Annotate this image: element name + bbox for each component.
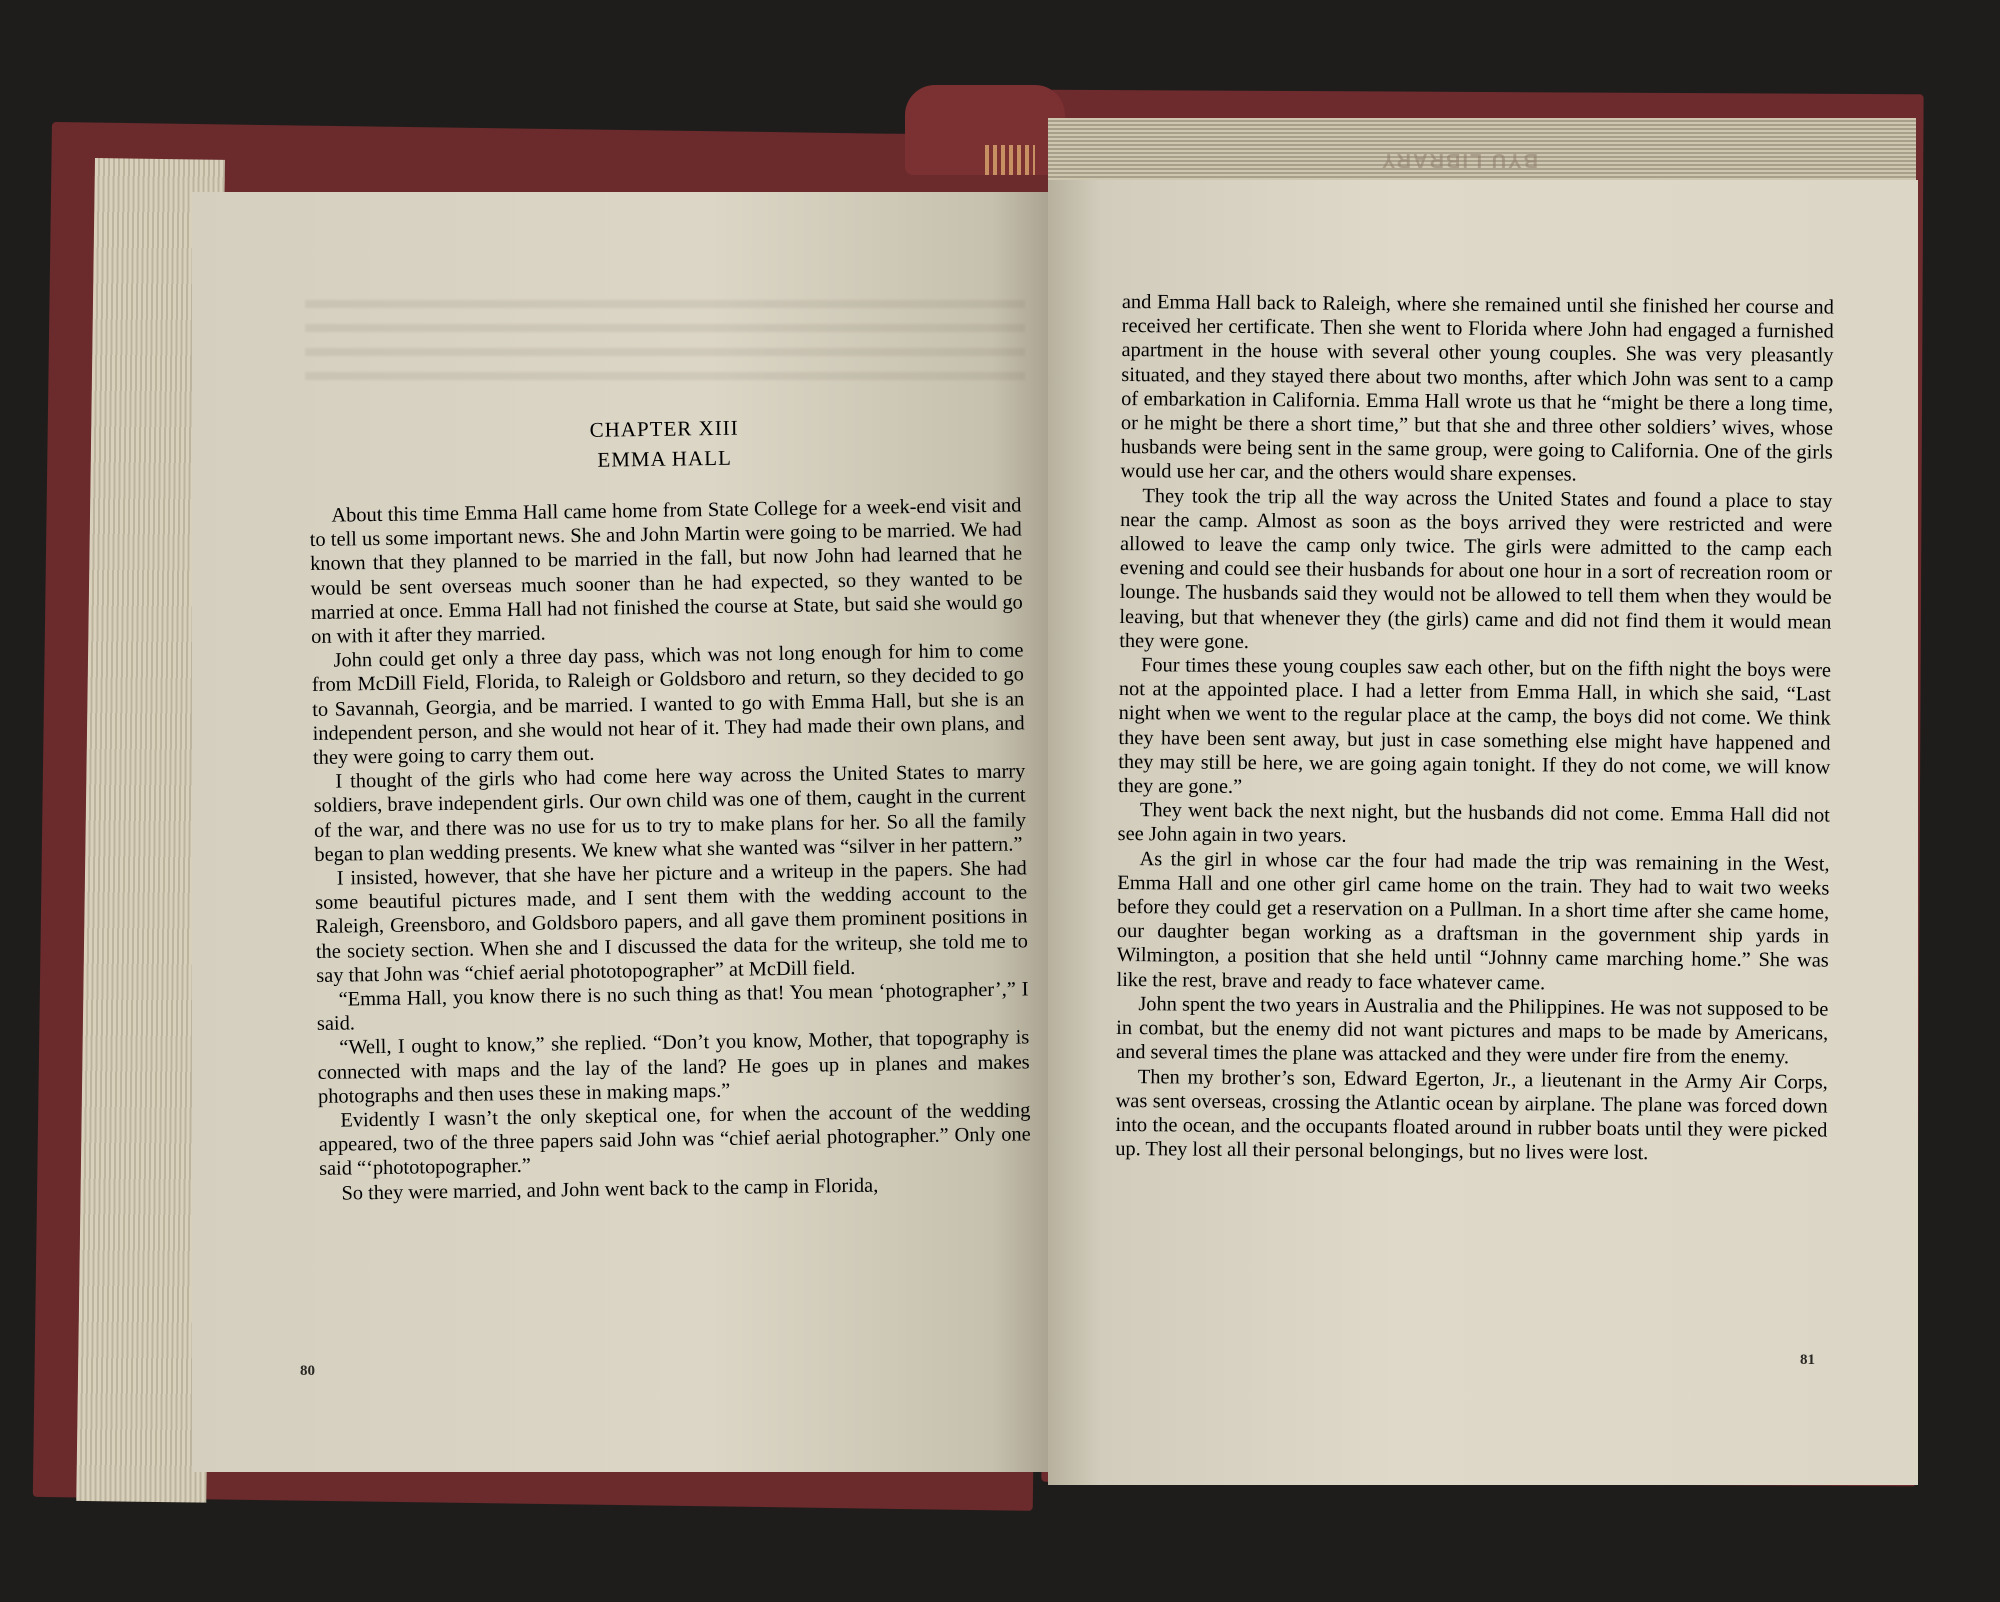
paragraph: and Emma Hall back to Raleigh, where she remained until she finished her course and received her certificate. Then she went to Florida where John had engaged a furnished apartment in the house with several other young couples. She was very pleasantly situated, and they stayed there about two months, after which John was sent to a camp of embarkation in California. Emma Hall wrote us that he “might be there a long time, or he might be there a short time,” but that she and three other soldiers’ wives, whose husbands were being sent in the same group, were going to California. One of the girls would use her car, and the others would share expenses. bbox=[1120, 290, 1834, 486]
ribbon-stripe bbox=[985, 145, 1035, 175]
paragraph: As the girl in whose car the four had made the trip was remaining in the West, Emma Hall and one other girl came home on the train. They had to wait two weeks before they could get a reservation on a Pullman. In a short time after she came home, our daughter began working as a draftsman in the government ship yards in Wilmington, a position that she held until “Johnny came marching home.” She was like the rest, brave and ready to face whatever came. bbox=[1116, 847, 1830, 995]
paragraph: They took the trip all the way across the United States and found a place to stay near the camp. Almost as soon as the boys arrived they were restricted and were allowed to leave the camp only twice. The girls were admitted to the camp each evening and could see their husbands for about one hour in a sort of recreation room or lounge. The husbands said they would not be allowed to tell them when they would be leaving, but that whenever they (the girls) came and did not find them it would mean they were gone. bbox=[1119, 484, 1833, 653]
paragraph: “Well, I ought to know,” she replied. “Don’t you know, Mother, that topography is connected with maps and the lay of the land? He goes up in planes and makes photographs and then uses these in making maps.” bbox=[317, 1026, 1030, 1108]
bookmark-ribbon bbox=[905, 85, 1065, 175]
paragraph: John could get only a three day pass, which was not long enough for him to come from McDill Field, Florida, to Raleigh or Goldsboro and return, so they decided to go to Savannah, Georgia, and be married. I wanted to go with Emma Hall, but she is an independent person, and she would not hear of it. They had made their own plans, and they were going to carry them out. bbox=[311, 639, 1025, 769]
right-page-text bbox=[1115, 290, 1834, 1167]
paragraph: They went back the next night, but the husbands did not come. Emma Hall did not see John again in two years. bbox=[1117, 799, 1830, 848]
paragraph: About this time Emma Hall came home from State College for a week-end visit and to tell us some important news. She and John Martin were going to be married. We had known that they planned to be married in the fall, but now John had learned that he would be sent overseas much sooner than he had expected, so they wanted to be married at once. Emma Hall had not finished the course at State, but said she would go on with it after they married. bbox=[309, 494, 1023, 648]
paragraph: John spent the two years in Australia and the Philippines. He was not supposed to be in combat, but the enemy did not want pictures and maps to be made by Americans, and several times the plane was attacked and they were under fire from the enemy. bbox=[1115, 993, 1829, 1069]
library-stamp: BYU LIBRARY bbox=[1380, 149, 1538, 171]
paragraph: So they were married, and John went back to the camp in Florida, bbox=[341, 1174, 879, 1205]
page-number: 80 bbox=[300, 1363, 315, 1379]
paragraph: Evidently I wasn’t the only skeptical one, for when the account of the wedding appeared, two of the three papers said John was “chief aerial photographer.” Only one said “‘phototopographer.” bbox=[318, 1099, 1031, 1181]
chapter-number: CHAPTER XIII bbox=[589, 415, 739, 442]
chapter-heading bbox=[308, 409, 1021, 478]
paragraph: Four times these young couples saw each other, but on the fifth night the boys were not at the appointed place. I had a letter from Emma Hall, in which she said, “Last night when we went to the regular place at the camp, the boys did not come. We think they have been sent away, but just in case something else might have happened and they may still be here, we are going again tonight. If they do not come, we will know they are gone.” bbox=[1118, 654, 1832, 799]
show-through-text bbox=[305, 300, 1025, 390]
page-number: 81 bbox=[1800, 1352, 1815, 1368]
paragraph: I insisted, however, that she have her picture and a writeup in the papers. She had some beautiful pictures made, and I sent them with the wedding account to the Raleigh, Greensboro, and Goldsboro papers, and all gave them prominent positions in the society section. When she and I discussed the data for the writeup, she told me to say that John was “chief aerial phototopographer” at McDill field. bbox=[315, 857, 1028, 987]
paragraph: “Emma Hall, you know there is no such thing as that! You mean ‘photographer’,” I said. bbox=[316, 978, 1029, 1036]
chapter-title: EMMA HALL bbox=[597, 445, 732, 472]
paragraph: Then my brother’s son, Edward Egerton, Jr., a lieutenant in the Army Air Corps, was sent overseas, crossing the Atlantic ocean by airplane. The plane was forced down into the ocean, and the occupants floated around in rubber boats until they were picked up. They lost all their personal belongings, but no lives were lost. bbox=[1115, 1065, 1828, 1165]
left-page-text bbox=[308, 409, 1032, 1205]
paragraph: I thought of the girls who had come here way across the United States to marry soldiers, brave independent girls. Our own child was one of them, caught in the current of the war, and there was no use for us to try to make plans for her. So all the family began to plan wedding presents. We knew what she wanted was “silver in her pattern.” bbox=[313, 760, 1027, 866]
